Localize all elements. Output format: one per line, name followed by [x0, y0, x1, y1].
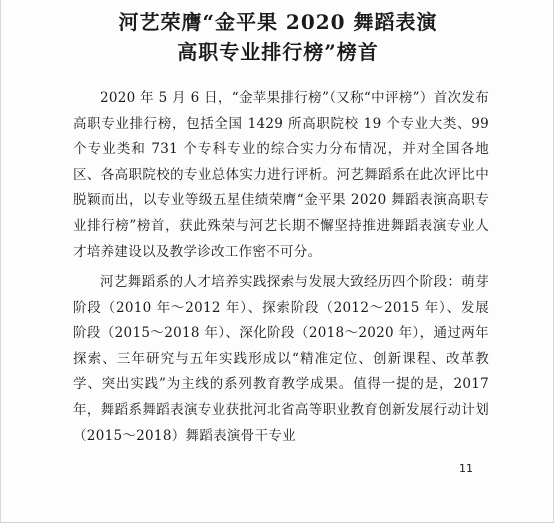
- document-title-line-2: 高职专业排行榜”榜首: [177, 40, 379, 64]
- page-number: 11: [459, 462, 473, 475]
- paragraph-1: 2020 年 5 月 6 日，“金苹果排行榜”（又称“中评榜”）首次发布高职专业排行榜，包括全国 1429 所高职院校 19 个专业大类、99 个专业类和 731 个专科专业的综合实力分布情况，并对全国各地区、各高职院校的专业总体实力进行评析。河艺舞蹈系在此次评比中脱颖而出，以专业等级五星佳绩荣膺“金平果 2020 舞蹈表演高职专业排行榜”榜首，获此殊荣与河艺长期不懈坚持推进舞蹈表演专业人才培养建设以及教学诊改工作密不可分。: [73, 90, 489, 260]
- document-title-line-1: 河艺荣膺“金平果 2020 舞蹈表演: [118, 10, 438, 34]
- paragraph-2: 河艺舞蹈系的人才培养实践探索与发展大致经历四个阶段：萌芽阶段（2010 年～2012 年）、探索阶段（2012～2015 年）、发展阶段（2015～2018 年）、深化阶段（2018～2020 年），通过两年探索、三年研究与五年实践形成以“精准定位、创新课程、改革教学、突出实践”为主线的系列教育教学成果。值得一提的是，2017 年，舞蹈系舞蹈表演专业获批河北省高等职业教育创新发展行动计划（2015～2018）舞蹈表演骨干专业: [73, 274, 489, 444]
